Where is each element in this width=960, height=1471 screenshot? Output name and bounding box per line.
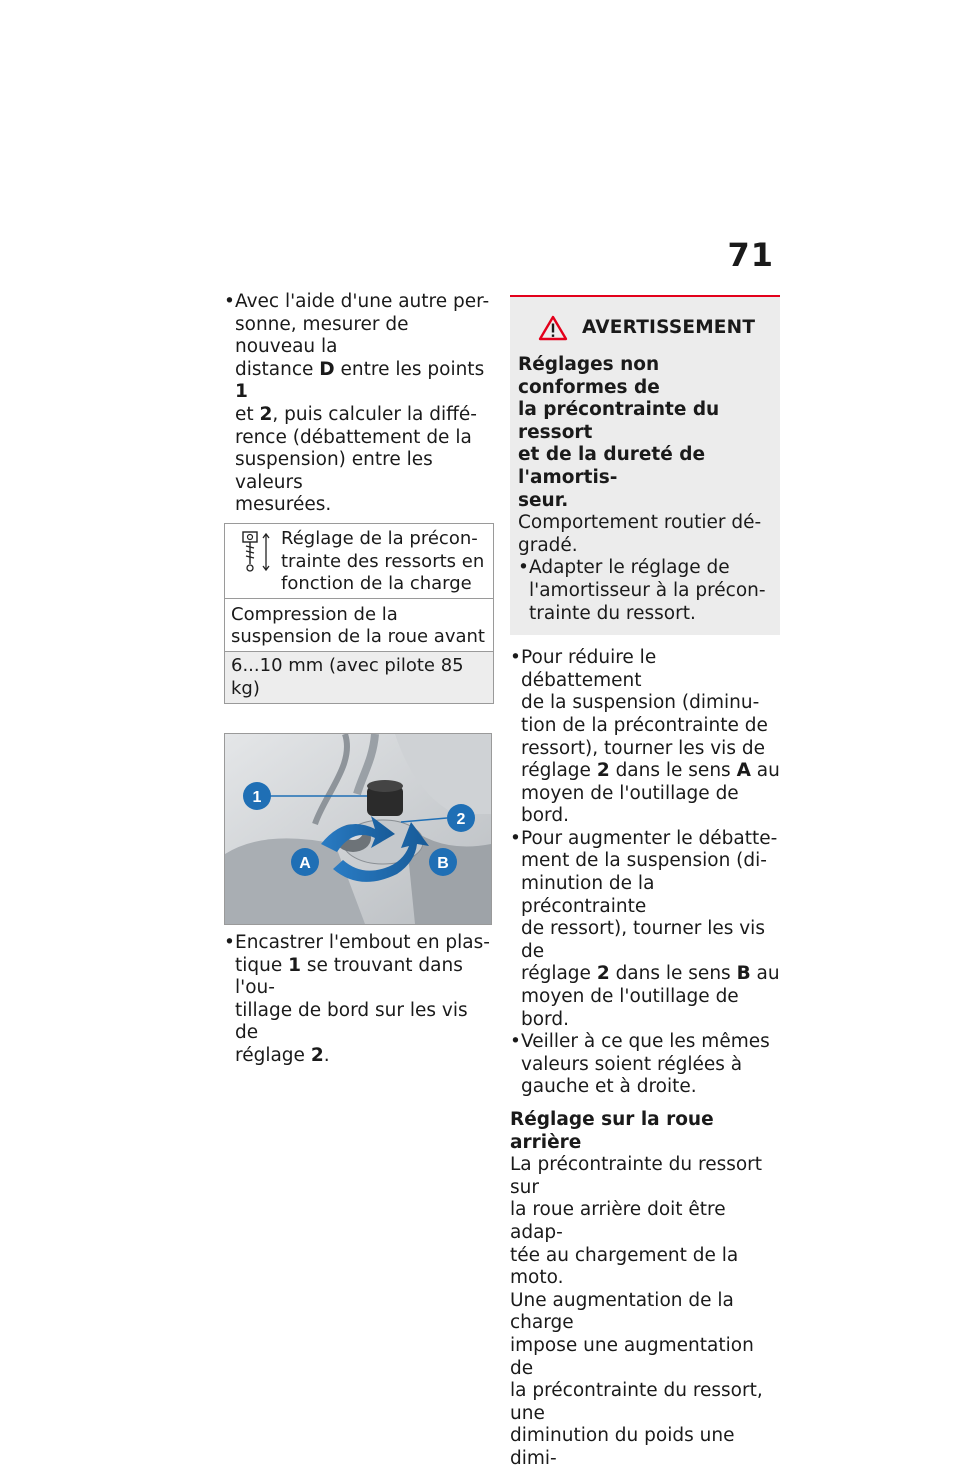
table-header: Réglage de la précon- trainte des ressorts en fonction de la charge: [225, 524, 493, 598]
spring-preload-icon: [239, 530, 273, 576]
callout-A: A: [299, 855, 311, 873]
table-row-label: Compression de la suspension de la roue avant: [225, 598, 493, 651]
same-values-instruction: • Veiller à ce que les mêmes valeurs soient réglées à gauche et à droite.: [510, 1031, 780, 1099]
page-number: 71: [727, 236, 774, 274]
callout-B: B: [437, 855, 449, 873]
left-column: [224, 291, 494, 1068]
right-column: [510, 295, 780, 1471]
warning-action: • Adapter le réglage de l'amortisseur à la précon- trainte du ressort.: [518, 557, 772, 625]
warning-consequence: Comportement routier dé- gradé.: [518, 512, 762, 556]
warning-cause: Réglages non conformes de la précontrainte du ressort et de la dureté de l'amortis- seur.: [518, 354, 720, 511]
warning-box: [510, 295, 780, 635]
rear-wheel-section-text: La précontrainte du ressort sur la roue arrière doit être adap- tée au chargement de la moto. Une augmentation de la charge impose une augmentation de la précontrainte du ressort, une diminution du poids une dimi-: [510, 1154, 763, 1469]
suspension-adjuster-illustration: [224, 733, 492, 925]
warning-title: AVERTISSEMENT: [582, 316, 756, 338]
callout-2: 2: [456, 811, 466, 829]
rear-wheel-section-title: Réglage sur la roue arrière: [510, 1109, 714, 1153]
warning-header: [518, 315, 772, 341]
callout-1: 1: [252, 789, 262, 807]
increase-travel-instruction: • Pour augmenter le débatte- ment de la suspension (di- minution de la précontrainte de ressort), tourner les vis de réglage 2 dans le sens B au moyen de l'outillage de bord.: [510, 828, 780, 1031]
warning-triangle-icon: [538, 315, 568, 341]
measure-instruction: • Avec l'aide d'une autre per- sonne, mesurer de nouveau la distance D entre les points 1 et 2, puis calculer la diffé- rence (débattement de la suspension) entre les valeurs mesurées.: [224, 291, 494, 517]
spring-preload-table: [224, 523, 494, 704]
insert-tip-instruction: • Encastrer l'embout en plas- tique 1 se trouvant dans l'ou- tillage de bord sur les vis de réglage 2.: [224, 932, 494, 1068]
table-row-value: 6...10 mm (avec pilote 85 kg): [225, 651, 493, 703]
reduce-travel-instruction: • Pour réduire le débattement de la suspension (diminu- tion de la précontrainte de ressort), tourner les vis de réglage 2 dans le sens A au moyen de l'outillage de bord.: [510, 647, 780, 828]
